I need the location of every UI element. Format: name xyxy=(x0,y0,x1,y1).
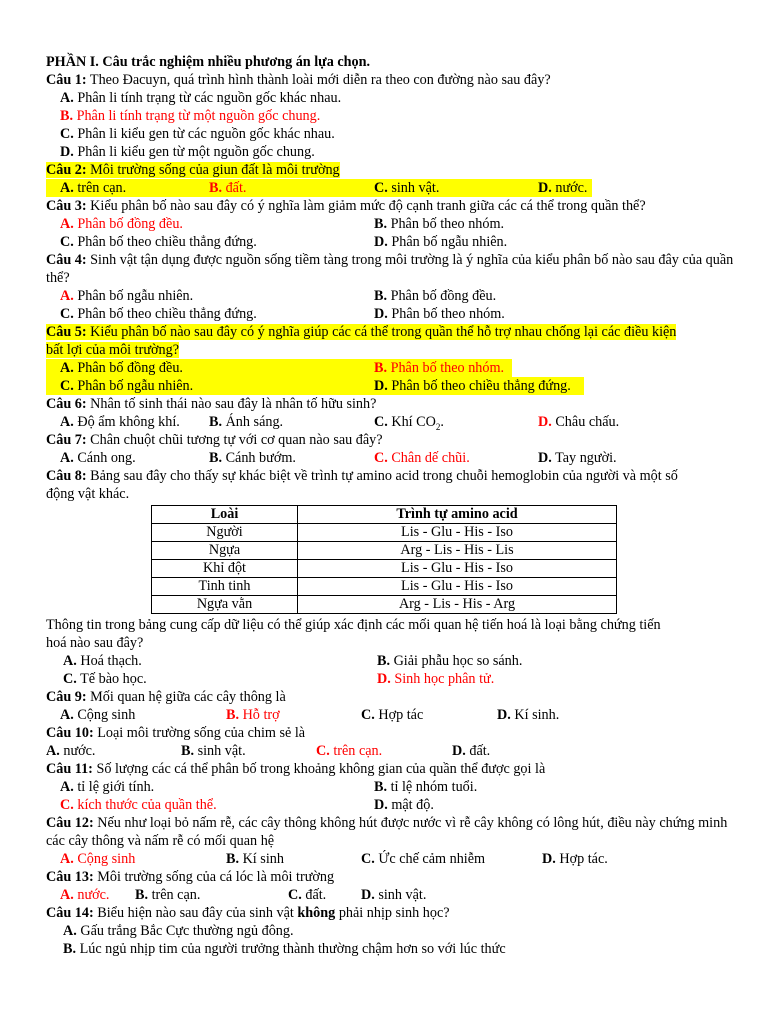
table-row xyxy=(152,542,617,560)
table-cell: Lis - Glu - His - Iso xyxy=(298,560,617,578)
question-2: Câu 2: Môi trường sống của giun đất là môi trường xyxy=(46,162,340,178)
q9-options xyxy=(46,706,758,724)
table-row xyxy=(152,524,617,542)
q2-option-c: C. sinh vật. xyxy=(374,180,440,196)
q11-option-a: A. tỉ lệ giới tính. xyxy=(60,779,155,795)
q8-options-row2 xyxy=(46,670,758,688)
q8-followup: Thông tin trong bảng cung cấp dữ liệu có thể giúp xác định các mối quan hệ tiến hoá là loại bằng chứng tiến xyxy=(46,617,661,633)
q3-option-a: A. Phân bố đồng đều. xyxy=(60,216,183,232)
q13-option-b: B. trên cạn. xyxy=(135,887,201,903)
q10-options xyxy=(46,742,758,760)
q1-option-b: B. Phân li tính trạng từ một nguồn gốc chung. xyxy=(60,108,321,124)
q6-option-a: A. Độ ẩm không khí. xyxy=(60,414,180,430)
q7-option-d: D. Tay người. xyxy=(538,450,617,466)
q7-options xyxy=(46,449,758,467)
q9-option-c: C. Hợp tác xyxy=(361,707,424,723)
question-8: Câu 8: Bảng sau đây cho thấy sự khác biệt về trình tự amino acid trong chuỗi hemoglobin của người và một số xyxy=(46,468,678,484)
table-cell: Ngựa vằn xyxy=(152,596,298,614)
q4-options-row1 xyxy=(46,287,758,305)
q8-option-d: D. Sinh học phân tử. xyxy=(377,671,495,687)
q4-option-a: A. Phân bố ngẫu nhiên. xyxy=(60,288,194,304)
question-5: Câu 5: Kiểu phân bố nào sau đây có ý nghĩa giúp các cá thể trong quần thể hỗ trợ nhau chống lại các điều kiện xyxy=(46,324,677,340)
question-1: Câu 1: Theo Đacuyn, quá trình hình thành loài mới diễn ra theo con đường nào sau đây? xyxy=(46,72,551,88)
table-row xyxy=(152,578,617,596)
question-12: Câu 12: Nếu như loại bỏ nấm rễ, các cây thông không hút được nước vì rễ cây không có lông hút, điều này chứng minh xyxy=(46,815,728,831)
table-cell: Lis - Glu - His - Iso xyxy=(298,578,617,596)
q5-options-row1 xyxy=(46,359,758,377)
table-header-sequence: Trình tự amino acid xyxy=(298,506,617,524)
table-header-species: Loài xyxy=(152,506,298,524)
q3-option-b: B. Phân bố theo nhóm. xyxy=(374,216,505,232)
table-row xyxy=(152,560,617,578)
q1-option-d: D. Phân li kiểu gen từ một nguồn gốc chung. xyxy=(60,144,315,160)
q8-option-c: C. Tế bào học. xyxy=(63,671,147,687)
q9-option-a: A. Cộng sinh xyxy=(60,707,136,723)
question-4: Câu 4: Sinh vật tận dụng được nguồn sống tiềm tàng trong môi trường là ý nghĩa của kiểu phân bố nào sau đây của quần thể? xyxy=(46,252,734,286)
q11-options-row1 xyxy=(46,778,758,796)
q13-options xyxy=(46,886,758,904)
q2-highlight xyxy=(46,179,592,197)
q7-option-c: C. Chân dế chũi. xyxy=(374,450,470,466)
table-cell: Arg - Lis - His - Lis xyxy=(298,542,617,560)
q8-option-b: B. Giải phẫu học so sánh. xyxy=(377,653,523,669)
q8-option-a: A. Hoá thạch. xyxy=(63,653,142,669)
q5-option-b: B. Phân bố theo nhóm. xyxy=(374,360,505,376)
q8-followup-cont: hoá nào sau đây? xyxy=(46,635,144,651)
question-12-cont: các cây thông và nấm rễ có mối quan hệ xyxy=(46,833,275,849)
q6-option-c: C. Khí $CO_2$. xyxy=(374,414,444,432)
q6-option-d: D. Châu chấu. xyxy=(538,414,620,430)
amino-acid-table xyxy=(151,505,617,614)
q11-option-c: C. kích thước của quần thể. xyxy=(60,797,217,813)
q12-option-b: B. Kí sinh xyxy=(226,851,284,867)
q3-options-row1 xyxy=(46,215,758,233)
table-cell: Tinh tinh xyxy=(152,578,298,596)
q3-option-d: D. Phân bố ngẫu nhiên. xyxy=(374,234,508,250)
table-cell: Lis - Glu - His - Iso xyxy=(298,524,617,542)
q3-options-row2 xyxy=(46,233,758,251)
q2-options xyxy=(46,179,758,197)
table-row xyxy=(152,596,617,614)
question-10: Câu 10: Loại môi trường sống của chim sẻ là xyxy=(46,725,306,741)
q12-option-a: A. Cộng sinh xyxy=(60,851,136,867)
q7-option-b: B. Cánh bướm. xyxy=(209,450,296,466)
q6-options xyxy=(46,413,758,431)
q14-option-b: B. Lúc ngủ nhịp tim của người trưởng thành thường chậm hơn so với lúc thức xyxy=(63,941,506,957)
q1-option-c: C. Phân li kiểu gen từ các nguồn gốc khác nhau. xyxy=(60,126,335,142)
q9-option-d: D. Kí sinh. xyxy=(497,707,560,723)
q5-option-c: C. Phân bố ngẫu nhiên. xyxy=(60,378,194,394)
question-9: Câu 9: Mối quan hệ giữa các cây thông là xyxy=(46,689,286,705)
q2-option-d: D. nước. xyxy=(538,180,588,196)
q5-options-row2 xyxy=(46,377,758,395)
table-header-row xyxy=(152,506,617,524)
q4-option-c: C. Phân bố theo chiều thẳng đứng. xyxy=(60,306,257,322)
q2-option-a: A. trên cạn. xyxy=(60,180,127,196)
q13-option-a: A. nước. xyxy=(60,887,110,903)
question-3: Câu 3: Kiểu phân bố nào sau đây có ý nghĩa làm giảm mức độ cạnh tranh giữa các cá thể trong quần thể? xyxy=(46,198,646,214)
table-cell: Người xyxy=(152,524,298,542)
section-title: PHẦN I. Câu trắc nghiệm nhiều phương án lựa chọn. xyxy=(46,54,371,70)
q10-option-b: B. sinh vật. xyxy=(181,743,246,759)
question-7: Câu 7: Chân chuột chũi tương tự với cơ quan nào sau đây? xyxy=(46,432,383,448)
document-page xyxy=(46,53,758,958)
table-cell: Ngựa xyxy=(152,542,298,560)
q10-option-a: A. nước. xyxy=(46,743,96,759)
q11-option-b: B. tỉ lệ nhóm tuổi. xyxy=(374,779,478,795)
q3-option-c: C. Phân bố theo chiều thẳng đứng. xyxy=(60,234,257,250)
q10-option-d: D. đất. xyxy=(452,743,491,759)
q9-option-b: B. Hỗ trợ xyxy=(226,707,280,723)
q13-option-c: C. đất. xyxy=(288,887,327,903)
q6-option-b: B. Ánh sáng. xyxy=(209,414,284,430)
q11-options-row2 xyxy=(46,796,758,814)
table-cell: Arg - Lis - His - Arg xyxy=(298,596,617,614)
q12-option-c: C. Ức chế cảm nhiễm xyxy=(361,851,486,867)
q10-option-c: C. trên cạn. xyxy=(316,743,383,759)
question-5-cont: bất lợi của môi trường? xyxy=(46,342,180,358)
question-11: Câu 11: Số lượng các cá thể phân bố trong khoảng không gian của quần thể được gọi là xyxy=(46,761,546,777)
q12-options xyxy=(46,850,758,868)
question-14: Câu 14: Biểu hiện nào sau đây của sinh vật không phải nhịp sinh học? xyxy=(46,905,450,921)
q4-options-row2 xyxy=(46,305,758,323)
q11-option-d: D. mật độ. xyxy=(374,797,434,813)
question-6: Câu 6: Nhân tố sinh thái nào sau đây là nhân tố hữu sinh? xyxy=(46,396,377,412)
q1-option-a: A. Phân li tính trạng từ các nguồn gốc khác nhau. xyxy=(60,90,342,106)
q8-options-row1 xyxy=(46,652,758,670)
q14-option-a: A. Gấu trắng Bắc Cực thường ngủ đông. xyxy=(63,923,294,939)
q13-option-d: D. sinh vật. xyxy=(361,887,427,903)
q5-option-d: D. Phân bố theo chiều thẳng đứng. xyxy=(374,378,571,394)
q4-option-d: D. Phân bố theo nhóm. xyxy=(374,306,505,322)
q12-option-d: D. Hợp tác. xyxy=(542,851,608,867)
table-cell: Khỉ đột xyxy=(152,560,298,578)
question-8-cont: động vật khác. xyxy=(46,486,130,502)
q2-option-b: B. đất. xyxy=(209,180,247,196)
q5-option-a: A. Phân bố đồng đều. xyxy=(60,360,183,376)
question-13: Câu 13: Môi trường sống của cá lóc là môi trường xyxy=(46,869,335,885)
q4-option-b: B. Phân bố đồng đều. xyxy=(374,288,497,304)
q7-option-a: A. Cánh ong. xyxy=(60,450,136,466)
